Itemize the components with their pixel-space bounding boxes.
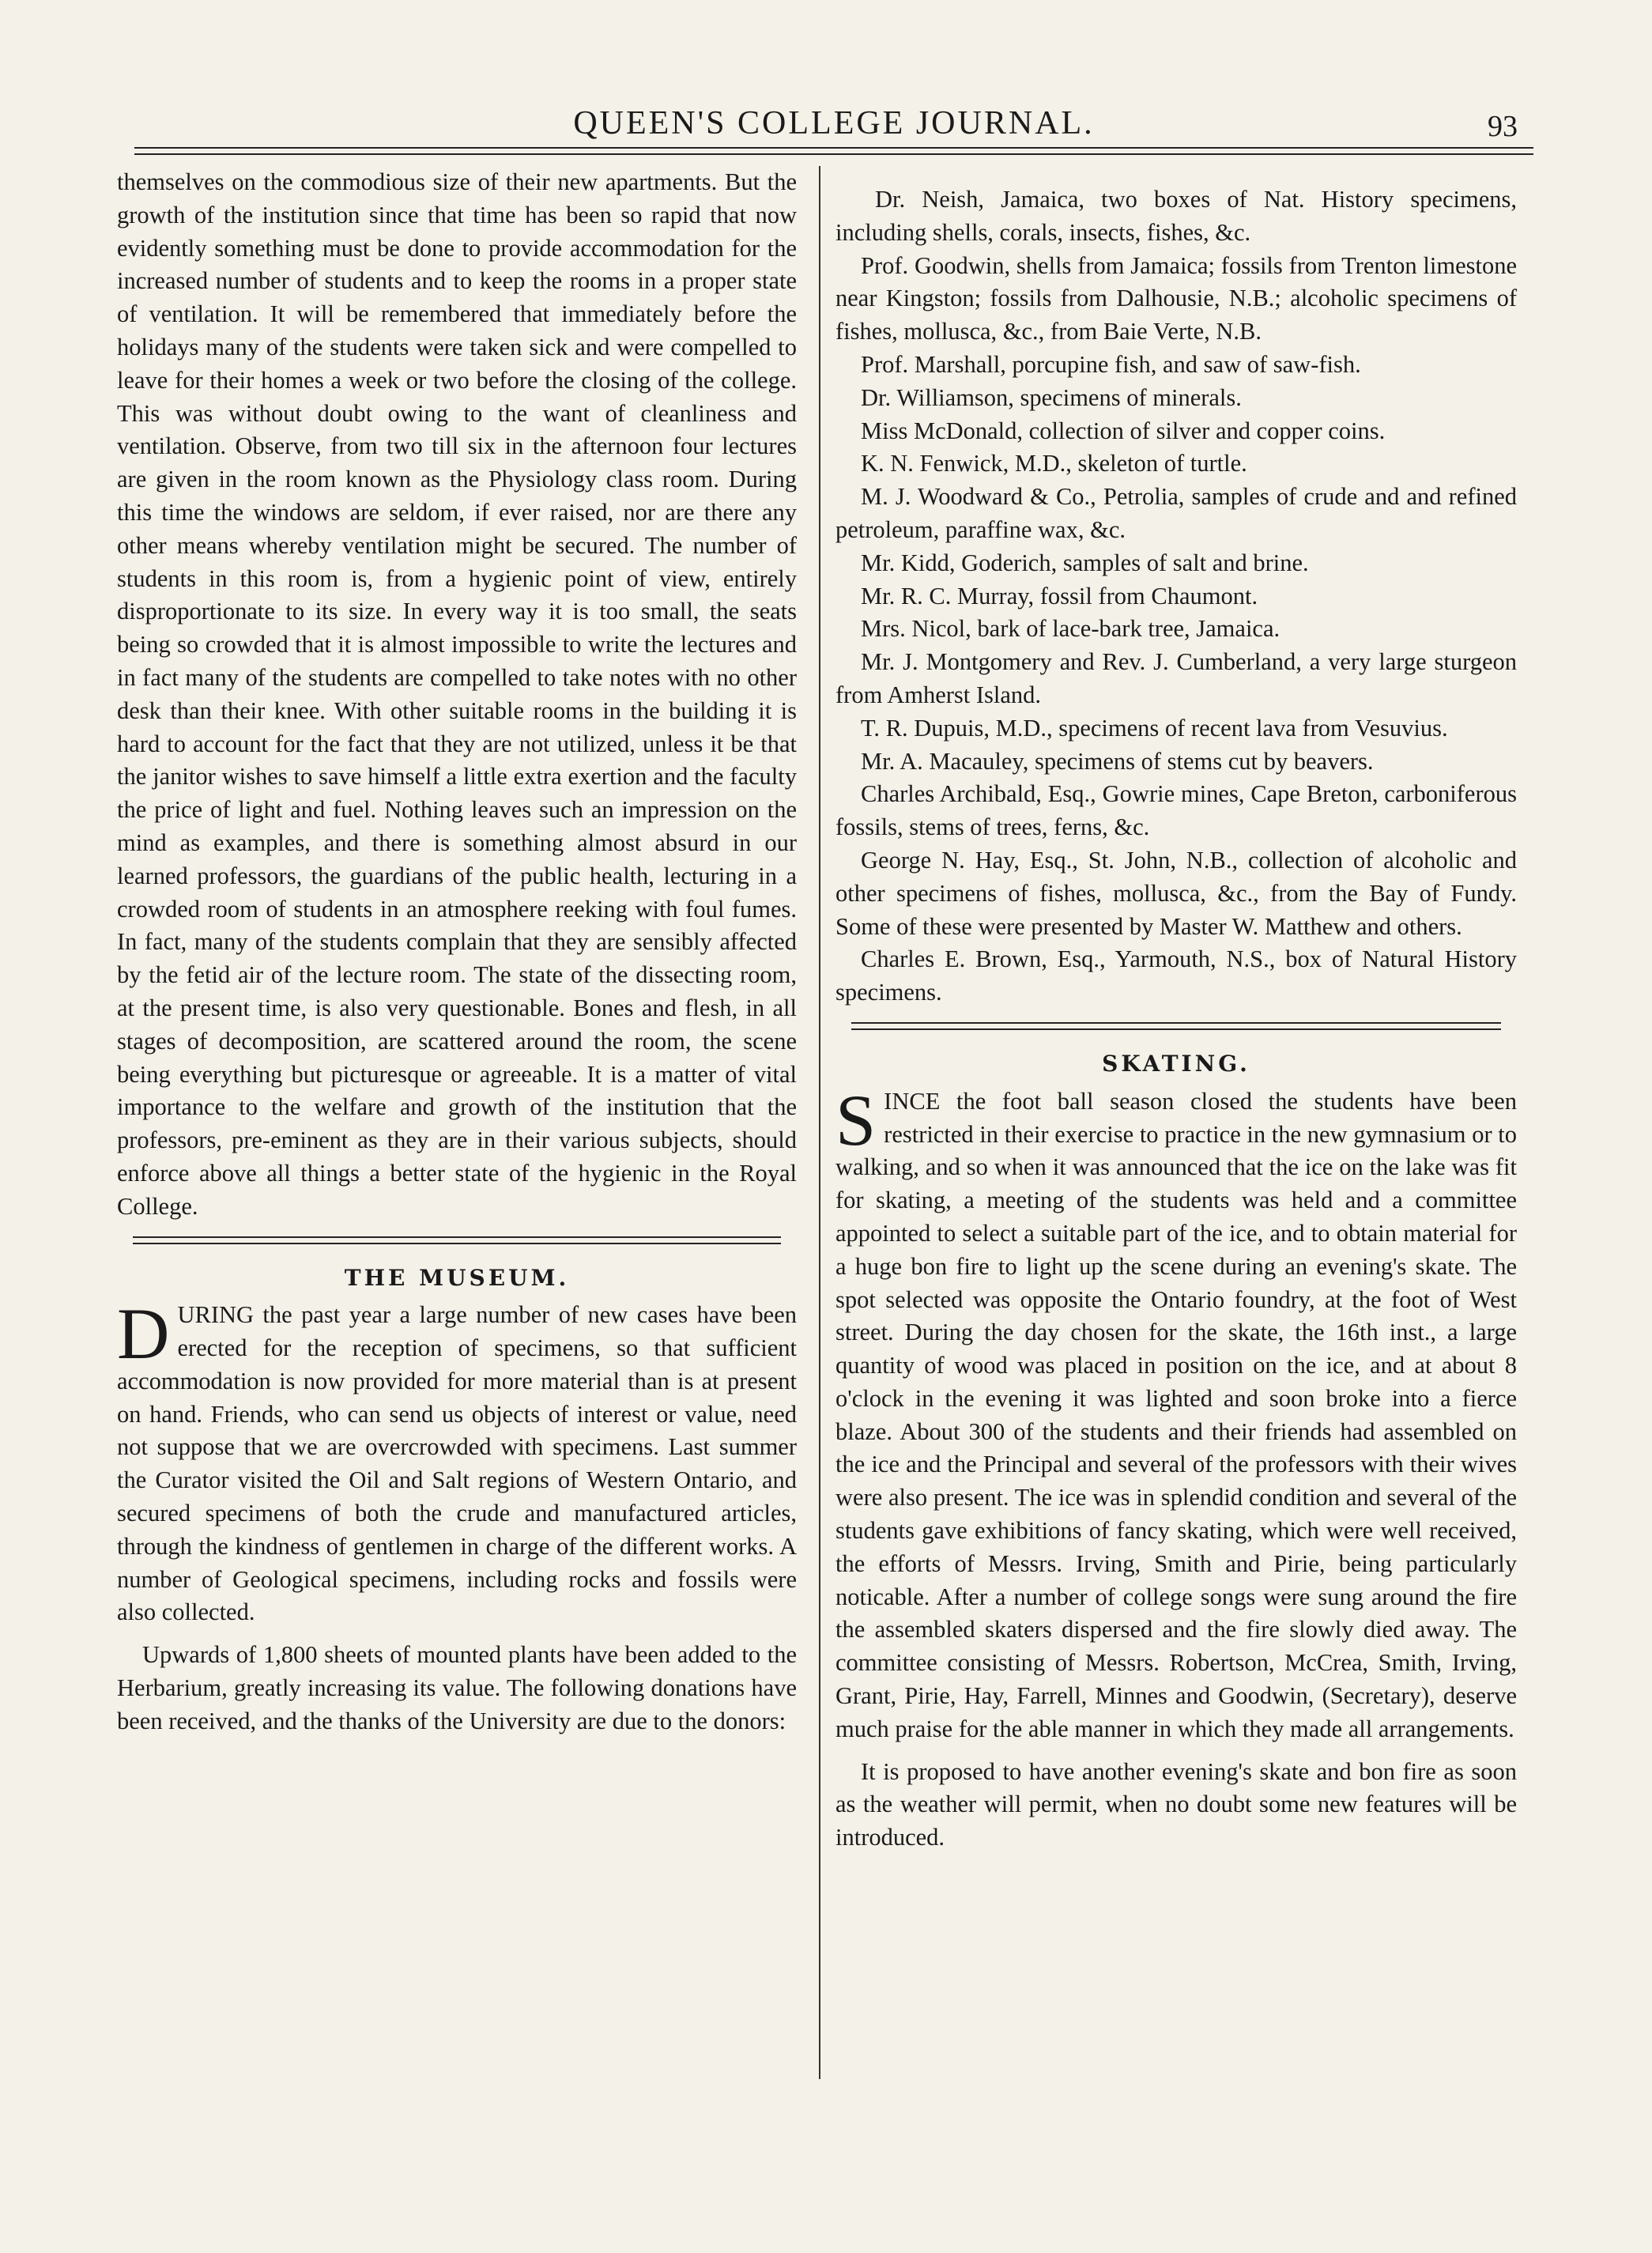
section-divider-double <box>851 1028 1501 1030</box>
donation-item: Dr. Neish, Jamaica, two boxes of Nat. History specimens, including shells, corals, insects, fishes, &c. <box>835 186 1517 246</box>
section-divider <box>851 1022 1501 1024</box>
donation-item: Mr. R. C. Murray, fossil from Chaumont. <box>861 582 1258 609</box>
page-header <box>134 100 1533 147</box>
header-rule <box>134 147 1533 149</box>
left-column <box>117 166 797 1738</box>
donations-list <box>835 183 1517 1010</box>
museum-paragraph-2: Upwards of 1,800 sheets of mounted plants have been added to the Herbarium, greatly increasing its value. The following donations have been received, and the thanks of the University are due to the donors: <box>117 1641 797 1734</box>
journal-title: QUEEN'S COLLEGE JOURNAL. <box>573 105 1095 142</box>
skating-heading: SKATING. <box>1102 1050 1250 1077</box>
header-rule-double <box>134 153 1533 155</box>
donation-item: George N. Hay, Esq., St. John, N.B., collection of alcoholic and other specimens of fishes, mollusca, &c., from the Bay of Fundy. Some of these were presented by Master W. Matthew and others. <box>835 846 1517 940</box>
skating-paragraph-2: It is proposed to have another evening's skate and bon fire as soon as the weather will permit, when no doubt some new features will be introduced. <box>835 1757 1517 1851</box>
museum-paragraph-1 <box>117 1293 797 1629</box>
donation-item: Prof. Goodwin, shells from Jamaica; fossils from Trenton limestone near Kingston; fossils from Dalhousie, N.B.; alcoholic specimens of fishes, mollusca, &c., from Baie Verte, N.B. <box>835 251 1517 345</box>
skating-paragraph-1-text: INCE the foot ball season closed the students have been restricted in their exercise to practice in the new gymnasium or to walking, and so when it was announced that the ice on the lake was fit for skating, a meeting of the students was held and a committee appointed to select a suitable part of the ice, and to obtain material for a huge bon fire to light up the scene during an evening's skate. The spot selected was opposite the Ontario foundry, at the foot of West street. During the day chosen for the skate, the 16th inst., a large quantity of wood was placed in position on the ice, and at about 8 o'clock in the evening it was lighted and soon broke into a fierce blaze. About 300 of the students and their friends had assembled on the ice and the Principal and several of the professors with their wives were also present. The ice was in splendid condition and several of the students gave exhibitions of fancy skating, which were well received, the efforts of Messrs. Irving, Smith and Pirie, being particularly noticable. After a number of college songs were sung around the fire the assembled skaters dispersed and the fire slowly died away. The committee consisting of Messrs. Robertson, McCrea, Smith, Irving, Grant, Pirie, Hay, Farrell, Minnes and Goodwin, (Secretary), deserve much praise for the able manner in which they made all arrangements. <box>835 1087 1517 1742</box>
donation-item: Mr. J. Montgomery and Rev. J. Cumberland, a very large sturgeon from Amherst Island. <box>835 648 1517 708</box>
donation-item: Miss McDonald, collection of silver and copper coins. <box>861 417 1386 444</box>
donation-item: T. R. Dupuis, M.D., specimens of recent lava from Vesuvius. <box>861 714 1448 742</box>
donation-item: Charles E. Brown, Esq., Yarmouth, N.S., box of Natural History specimens. <box>835 945 1517 1006</box>
museum-dropcap: D <box>117 1293 170 1375</box>
donation-item: Mr. Kidd, Goderich, samples of salt and brine. <box>861 549 1309 576</box>
donation-item: Prof. Marshall, porcupine fish, and saw of saw-fish. <box>861 350 1361 378</box>
skating-paragraph-1 <box>835 1079 1517 1746</box>
right-column <box>835 183 1517 1855</box>
museum-heading: THE MUSEUM. <box>344 1264 570 1291</box>
donation-item: Mr. A. Macauley, specimens of stems cut by beavers. <box>861 747 1374 775</box>
donation-item: Charles Archibald, Esq., Gowrie mines, Cape Breton, carboniferous fossils, stems of trees, ferns, &c. <box>835 780 1517 841</box>
donation-item: Mrs. Nicol, bark of lace-bark tree, Jamaica. <box>861 615 1280 643</box>
museum-paragraph-1-text: URING the past year a large number of new cases have been erected for the reception of specimens, so that sufficient accommodation is now provided for more material than is at present on hand. Friends, who can send us objects of interest or value, need not suppose that we are overcrowded with specimens. Last summer the Curator visited the Oil and Salt regions of Western Ontario, and secured specimens of both the crude and manufactured articles, through the kindness of gentlemen in charge of the different works. A number of Geological specimens, including rocks and fossils were also collected. <box>117 1301 797 1626</box>
donation-item: Dr. Williamson, specimens of minerals. <box>861 383 1242 411</box>
skating-dropcap: S <box>835 1079 877 1160</box>
page-number: 93 <box>1488 110 1518 143</box>
ventilation-article-text: themselves on the commodious size of their new apartments. But the growth of the institution since that time has been so rapid that now evidently something must be done to provide accommodation for the increased number of students and to keep the rooms in a proper state of ventilation. It will be remembered that immediately before the holidays many of the students were taken sick and were compelled to leave for their homes a week or two before the closing of the college. This was without doubt owing to the want of cleanliness and ventilation. Observe, from two till six in the afternoon four lectures are given in the room known as the Physiology class room. During this time the windows are seldom, if ever raised, nor are there any other means whereby ventilation might be secured. The number of students in this room is, from a hygienic point of view, entirely disproportionate to its size. In every way it is too small, the seats being so crowded that it is almost impossible to write the lectures and in fact many of the students are compelled to take notes with no other desk than their knee. With other suitable rooms in the building it is hard to account for the fact that they are not utilized, unless it be that the janitor wishes to save himself a little extra exertion and the faculty the price of light and fuel. Nothing leaves such an impression on the mind as examples, and there is something almost absurd in our learned professors, the guardians of the public health, lecturing in a crowded room of students in an atmosphere reeking with foul fumes. In fact, many of the students complain that they are sensibly affected by the fetid air of the lecture room. The state of the dissecting room, at the present time, is also very questionable. Bones and flesh, in all stages of decomposition, are scattered around the room, the scene being everything but picturesque or agreeable. It is a matter of vital importance to the welfare and growth of the institution that the professors, pre-eminent as they are in their various subjects, should enforce above all things a better state of the hygienic in the Royal College. <box>117 168 797 1220</box>
donation-item: K. N. Fenwick, M.D., skeleton of turtle. <box>861 450 1247 477</box>
section-divider <box>133 1236 781 1238</box>
section-divider-double <box>133 1243 781 1244</box>
column-divider <box>819 166 820 2079</box>
donation-item: M. J. Woodward & Co., Petrolia, samples of crude and and refined petroleum, paraffine wax, &c. <box>835 483 1517 543</box>
